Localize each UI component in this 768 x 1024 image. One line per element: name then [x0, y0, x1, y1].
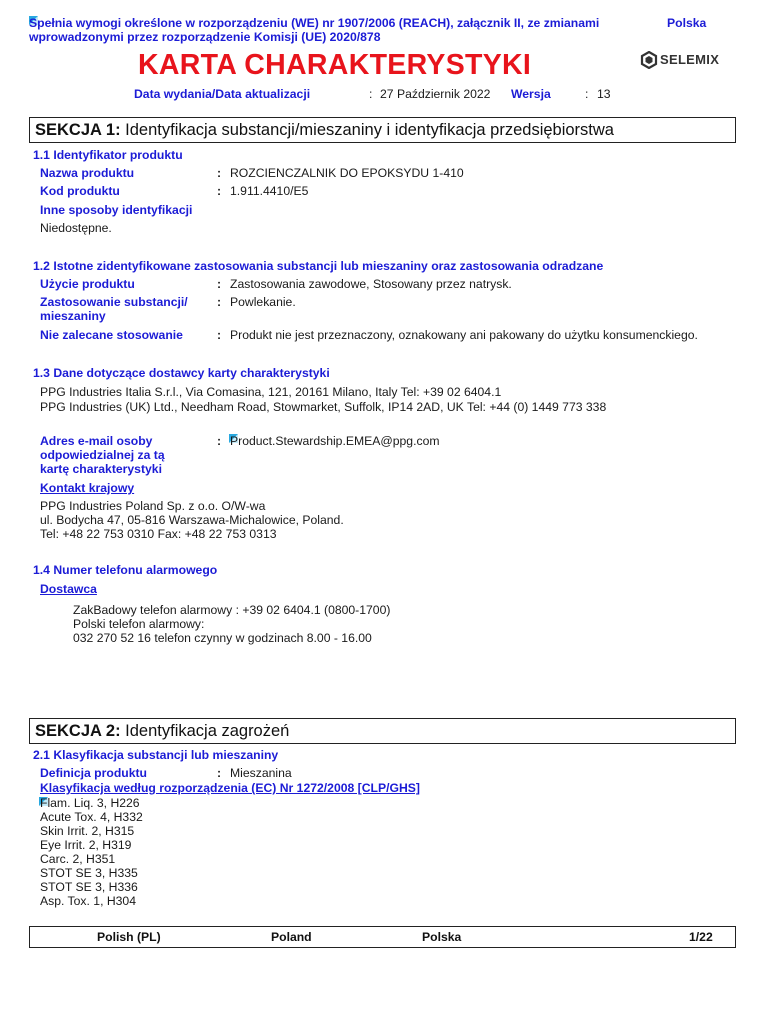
footer-language: Polish (PL) [97, 930, 161, 944]
not-recommended-label: Nie zalecane stosowanie [40, 328, 183, 342]
application-label-line-1: Zastosowanie substancji/ [40, 295, 188, 309]
section-2-number: SEKCJA 2: [35, 722, 121, 740]
national-contact-line-3: Tel: +48 22 753 0310 Fax: +48 22 753 0313 [40, 527, 277, 541]
product-code-label: Kod produktu [40, 184, 120, 198]
product-use-value: Zastosowania zawodowe, Stosowany przez natrysk. [230, 277, 512, 291]
email-label-line-1: Adres e-mail osoby [40, 434, 153, 448]
classification-item: Eye Irrit. 2, H319 [40, 838, 132, 852]
application-value: Powlekanie. [230, 295, 296, 309]
section-2-title: Identyfikacja zagrożeń [120, 722, 290, 740]
footer-country-en: Poland [271, 930, 312, 944]
product-name-label: Nazwa produktu [40, 166, 135, 180]
classification-item: Acute Tox. 4, H332 [40, 810, 143, 824]
email-label-line-2: odpowiedzialnej za tą [40, 448, 165, 462]
colon: : [217, 184, 222, 198]
logo-text: SELEMIX [660, 52, 720, 67]
classification-item: Asp. Tox. 1, H304 [40, 894, 136, 908]
other-identification-label: Inne sposoby identyfikacji [40, 203, 193, 217]
supplier-link[interactable]: Dostawca [40, 582, 97, 596]
colon: : [217, 766, 222, 780]
colon: : [217, 295, 222, 309]
classification-item: STOT SE 3, H336 [40, 880, 138, 894]
product-code-value: 1.911.4410/E5 [230, 184, 309, 198]
section-1-title: Identyfikacja substancji/mieszaniny i identyfikacja przedsiębiorstwa [120, 121, 614, 139]
national-contact-line-1: PPG Industries Poland Sp. z o.o. O/W-wa [40, 499, 266, 513]
classification-item: Skin Irrit. 2, H315 [40, 824, 135, 838]
footer-page-number: 1/22 [689, 930, 713, 944]
not-recommended-value: Produkt nie jest przeznaczony, oznakowany ani pakowany do użytku konsumenckiego. [230, 328, 698, 342]
product-definition-label: Definicja produktu [40, 766, 147, 780]
supplier-address-1: PPG Industries Italia S.r.l., Via Comasina, 121, 20161 Milano, Italy Tel: +39 02 6404.1 [40, 385, 502, 399]
colon: : [217, 166, 222, 180]
subsection-1-1-title: 1.1 Identyfikator produktu [33, 148, 183, 162]
classification-item: Carc. 2, H351 [40, 852, 116, 866]
other-identification-value: Niedostępne. [40, 221, 112, 235]
issue-date-label: Data wydania/Data aktualizacji [134, 87, 311, 101]
reach-compliance-line-1: Spełnia wymogi określone w rozporządzeniu (WE) nr 1907/2006 (REACH), załącznik II, ze zmianami [29, 16, 600, 30]
selemix-logo [640, 50, 736, 70]
colon: : [217, 434, 222, 448]
selemix-logo-icon [640, 51, 658, 69]
classification-item: Flam. Liq. 3, H226 [40, 796, 140, 810]
page-title: KARTA CHARAKTERYSTYKI [138, 49, 532, 81]
emergency-phone-line-2: Polski telefon alarmowy: [73, 617, 205, 631]
application-label-line-2: mieszaniny [40, 309, 106, 323]
emergency-phone-line-1: ZakBadowy telefon alarmowy : +39 02 6404.1 (0800-1700) [73, 603, 391, 617]
version-label: Wersja [511, 87, 551, 101]
product-definition-value: Mieszanina [230, 766, 292, 780]
supplier-address-2: PPG Industries (UK) Ltd., Needham Road, Stowmarket, Suffolk, IP14 2AD, UK Tel: +44 (0) 1449 773 338 [40, 400, 607, 414]
email-label-line-3: kartę charakterystyki [40, 462, 162, 476]
national-contact-link[interactable]: Kontakt krajowy [40, 481, 135, 495]
subsection-1-3-title: 1.3 Dane dotyczące dostawcy karty charakterystyki [33, 366, 330, 380]
version-colon: : [585, 87, 589, 101]
reach-compliance-line-2: wprowadzonymi przez rozporządzenie Komisji (UE) 2020/878 [29, 30, 381, 44]
clp-classification-title[interactable]: Klasyfikacja według rozporządzenia (EC) Nr 1272/2008 [CLP/GHS] [40, 781, 420, 795]
product-use-label: Użycie produktu [40, 277, 135, 291]
classification-item: STOT SE 3, H335 [40, 866, 138, 880]
subsection-2-1-title: 2.1 Klasyfikacja substancji lub mieszaniny [33, 748, 279, 762]
national-contact-line-2: ul. Bodycha 47, 05-816 Warszawa-Michalowice, Poland. [40, 513, 344, 527]
colon: : [217, 328, 222, 342]
section-1-number: SEKCJA 1: [35, 121, 121, 139]
header-country: Polska [667, 16, 707, 30]
page-footer [29, 926, 736, 948]
subsection-1-2-title: 1.2 Istotne zidentyfikowane zastosowania substancji lub mieszaniny oraz zastosowania odradzane [33, 259, 604, 273]
footer-country-pl: Polska [422, 930, 462, 944]
issue-date-colon: : [369, 87, 373, 101]
issue-date-value: 27 Październik 2022 [380, 87, 491, 101]
colon: : [217, 277, 222, 291]
product-name-value: ROZCIENCZALNIK DO EPOKSYDU 1-410 [230, 166, 464, 180]
section-1-heading [29, 117, 736, 143]
responsible-email[interactable]: Product.Stewardship.EMEA@ppg.com [230, 434, 440, 448]
emergency-phone-line-3: 032 270 52 16 telefon czynny w godzinach 8.00 - 16.00 [73, 631, 372, 645]
version-value: 13 [597, 87, 611, 101]
subsection-1-4-title: 1.4 Numer telefonu alarmowego [33, 563, 218, 577]
section-2-heading [29, 718, 736, 744]
